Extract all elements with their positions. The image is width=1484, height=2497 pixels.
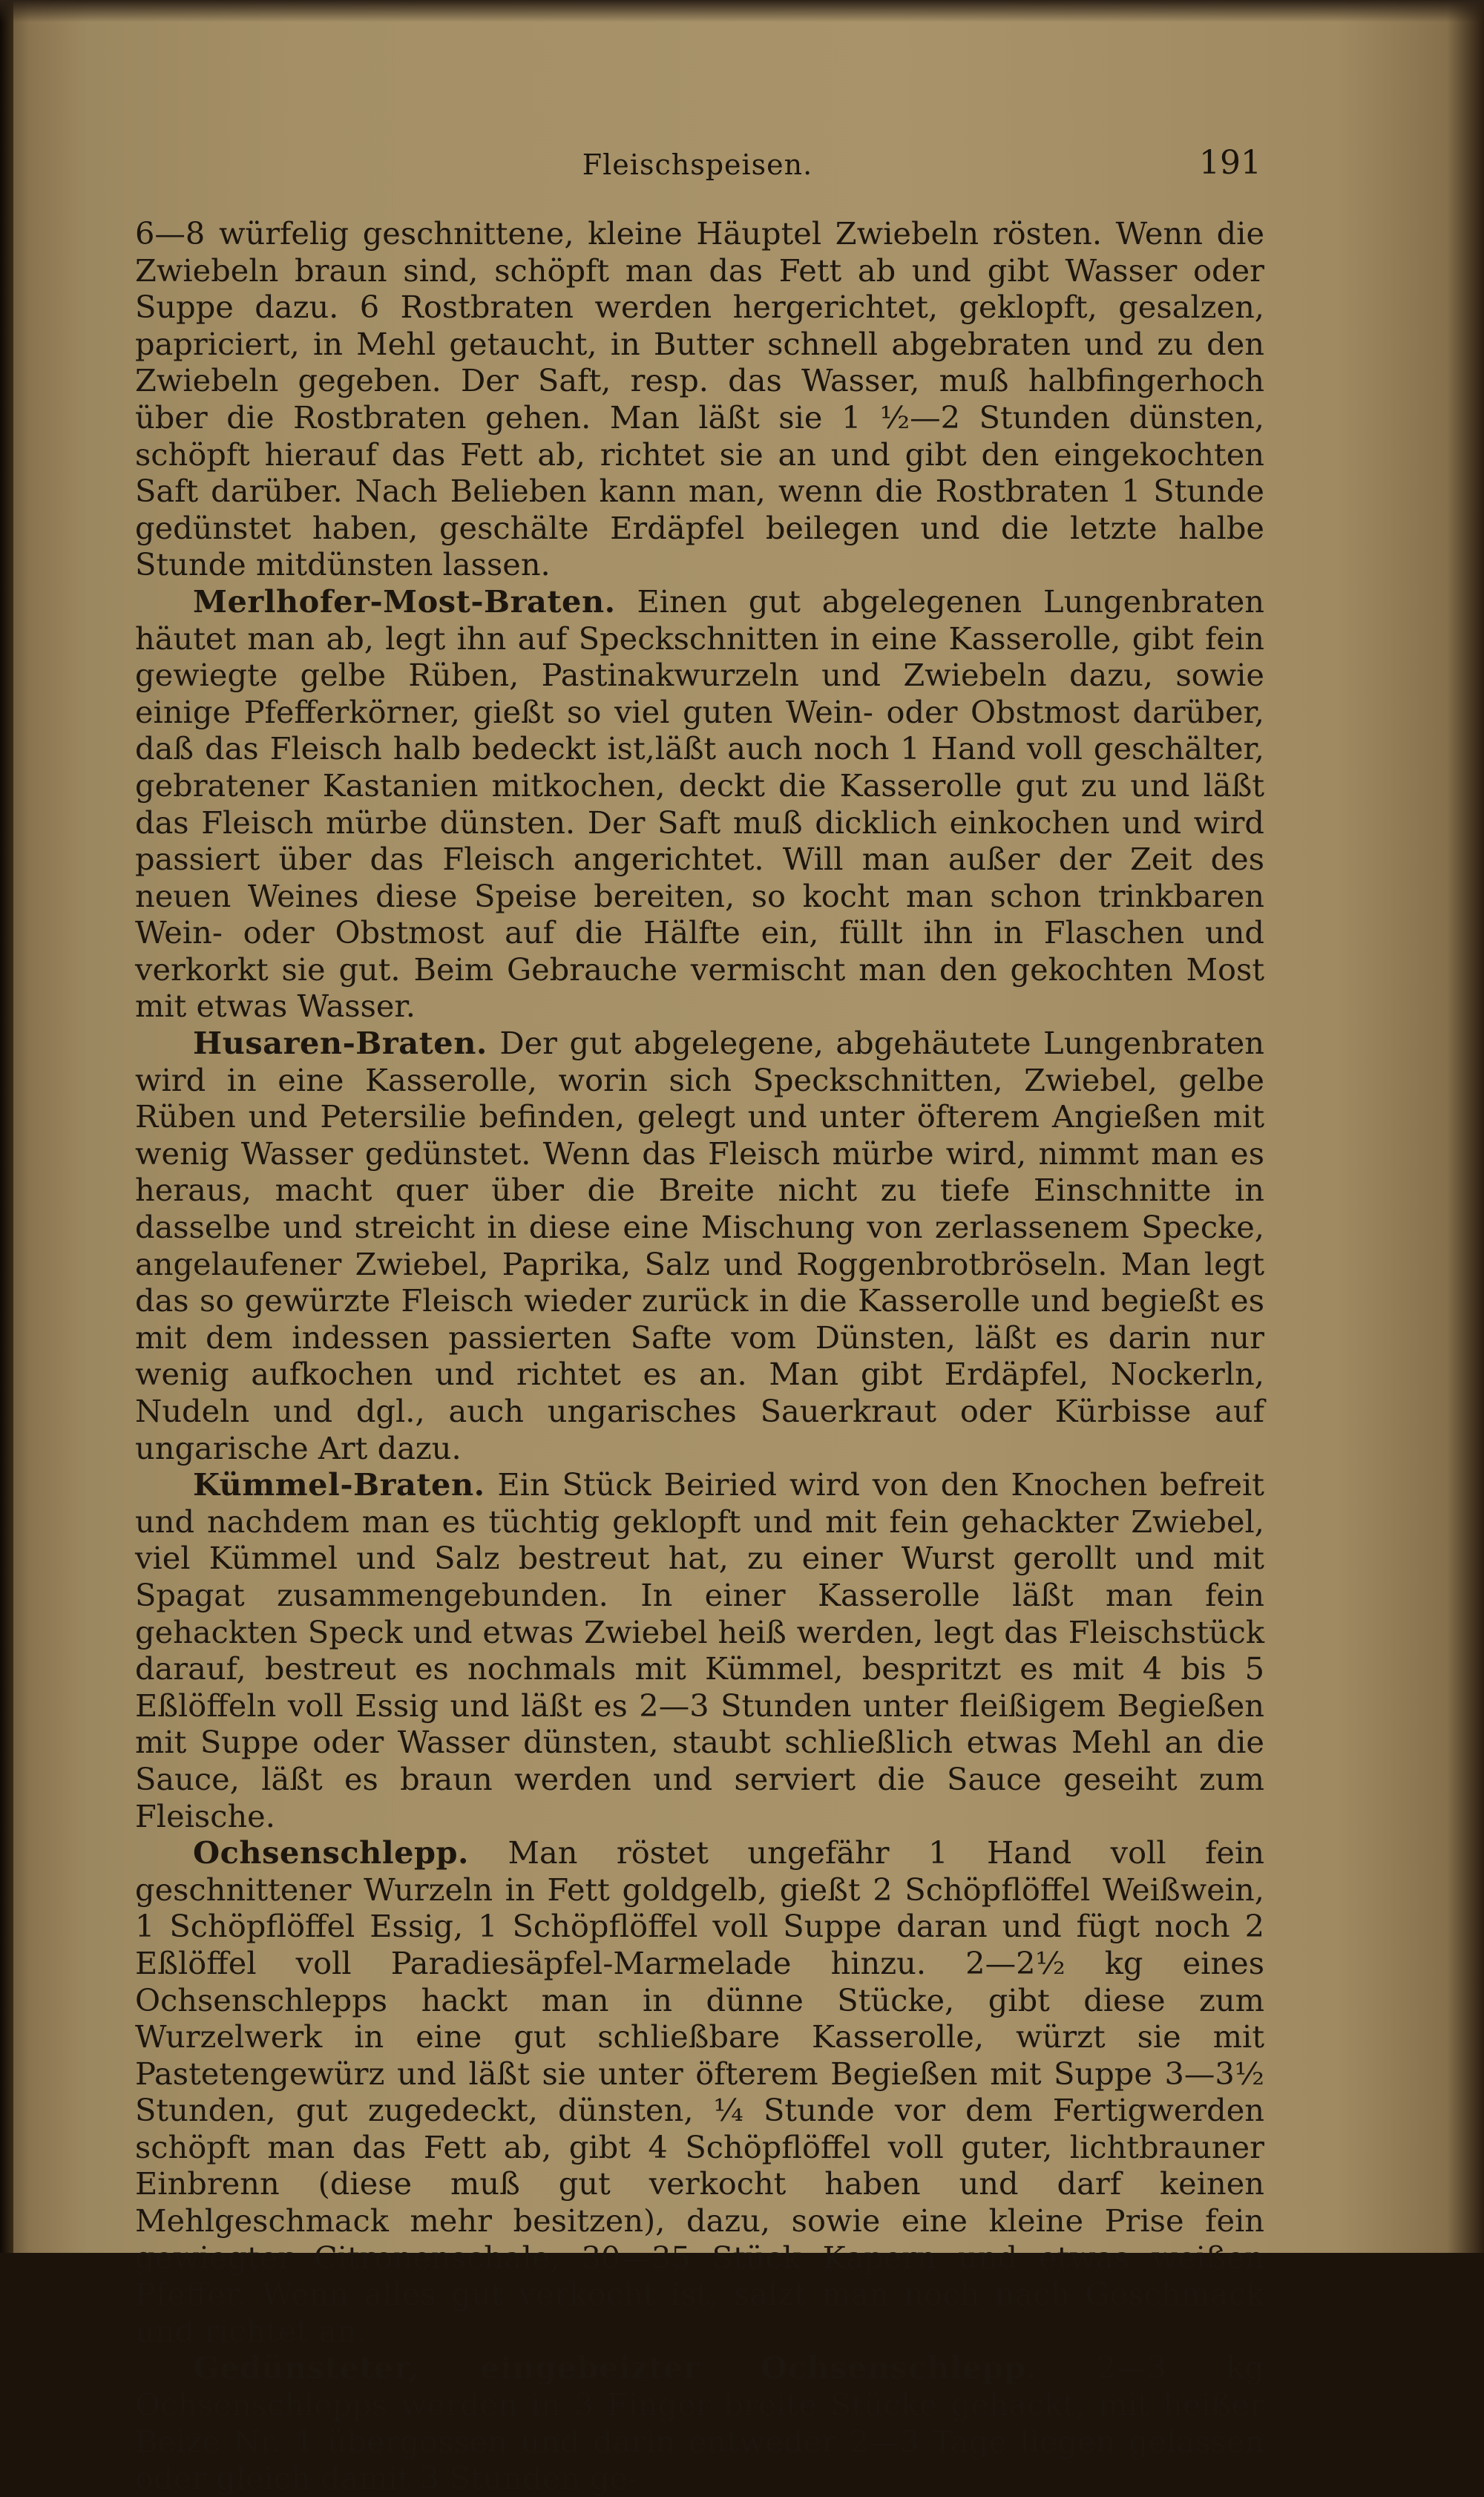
recipe-kuemmel-braten	[135, 1466, 1264, 1834]
recipe-text: 2—3 kg Ochsenschlepps werden in 3 Finger breite Stücke gehackt, mit heißer Beize Nr. 1 übergossen und darin entweder 2—3 Tage liegen gelassen oder gleich damit 3 Stunden ge-	[135, 2349, 1264, 2497]
recipe-text: Der gut abgelegene, abgehäutete Lungenbraten wird in eine Kasserolle, worin sich Speckschnitten, Zwiebel, gelbe Rüben und Petersilie befinden, gelegt und unter öfterem Angießen mit wenig Wasser gedünstet. Wenn das Fleisch mürbe wird, nimmt man es heraus, macht quer über die Breite nicht zu tiefe Einschnitte in dasselbe und streicht in diese eine Mischung von zerlassenem Specke, angelaufener Zwiebel, Paprika, Salz und Roggenbrotbröseln. Man legt das so gewürzte Fleisch wieder zurück in die Kasserolle und begießt es mit dem indessen passierten Safte vom Dünsten, läßt es darin nur wenig aufkochen und richtet es an. Man gibt Erdäpfel, Nockerln, Nudeln und dgl., auch ungarisches Sauerkraut oder Kürbisse auf ungarische Art dazu.	[135, 1025, 1264, 1466]
recipe-text: Man röstet ungefähr 1 Hand voll fein geschnittener Wurzeln in Fett goldgelb, gießt 2 Schöpflöffel Weißwein, 1 Schöpflöffel Essig, 1 Schöpflöffel voll Suppe daran und fügt noch 2 Eßlöffel voll Paradiesäpfel-Marmelade hinzu. 2—2½ kg eines Ochsenschlepps hackt man in dünne Stücke, gibt diese zum Wurzelwerk in eine gut schließbare Kasserolle, würzt sie mit Pastetengewürz und läßt sie unter öfterem Begießen mit Suppe 3—3½ Stunden, gut zugedeckt, dünsten, ¼ Stunde vor dem Fertigwerden schöpft man das Fett ab, gibt 4 Schöpflöffel voll guter, lichtbrauner Einbrenn (diese muß gut verkocht haben und darf keinen Mehlgeschmack mehr besitzen), dazu, sowie eine kleine Prise fein gewiegter Citronenschale, 30—35 Stück Kapern und etwas weißen Pfeffer. Wenn alles gut verkocht ist, salzt man noch nach Geschmack und richtet an.	[135, 1834, 1264, 2349]
page-number: 191	[1199, 144, 1261, 182]
recipe-ochsenschlepp	[135, 1834, 1264, 2349]
running-head: Fleischspeisen.	[582, 148, 813, 181]
body-text	[135, 215, 1264, 2497]
page-top-shadow	[0, 0, 1484, 22]
recipe-title: Gedünsteter, eingebeizter Ochsenschlepp.	[193, 2349, 1037, 2386]
recipe-title: Merlhofer-Most-Braten.	[193, 583, 616, 620]
book-binding-edge	[0, 0, 13, 2253]
recipe-title: Husaren-Braten.	[193, 1025, 487, 1062]
paragraph-rostbraten-continued: 6—8 würfelig geschnittene, kleine Häuptel Zwiebeln rösten. Wenn die Zwiebeln braun sind, schöpft man das Fett ab und gibt Wasser oder Suppe dazu. 6 Rostbraten werden hergerichtet, geklopft, gesalzen, papriciert, in Mehl getaucht, in Butter schnell abgebraten und zu den Zwiebeln gegeben. Der Saft, resp. das Wasser, muß halbfingerhoch über die Rostbraten gehen. Man läßt sie 1 ½—2 Stunden dünsten, schöpft hierauf das Fett ab, richtet sie an und gibt den eingekochten Saft darüber. Nach Belieben kann man, wenn die Rostbraten 1 Stunde gedünstet haben, geschälte Erdäpfel beilegen und die letzte halbe Stunde mitdünsten lassen.	[135, 215, 1264, 583]
recipe-husaren-braten	[135, 1025, 1264, 1466]
recipe-text: Ein Stück Beiried wird von den Knochen befreit und nachdem man es tüchtig geklopft und mit fein gehackter Zwiebel, viel Kümmel und Salz bestreut hat, zu einer Wurst gerollt und mit Spagat zusammengebunden. In einer Kasserolle läßt man fein gehackten Speck und etwas Zwiebel heiß werden, legt das Fleischstück darauf, bestreut es nochmals mit Kümmel, bespritzt es mit 4 bis 5 Eßlöffeln voll Essig und läßt es 2—3 Stunden unter fleißigem Begießen mit Suppe oder Wasser dünsten, staubt schließlich etwas Mehl an die Sauce, läßt es braun werden und serviert die Sauce geseiht zum Fleische.	[135, 1466, 1264, 1834]
recipe-title: Ochsenschlepp.	[193, 1834, 469, 1871]
recipe-eingebeizter-ochsenschlepp	[135, 2349, 1264, 2496]
page-header	[134, 144, 1261, 193]
recipe-text: Einen gut abgelegenen Lungenbraten häutet man ab, legt ihn auf Speckschnitten in eine Kasserolle, gibt fein gewiegte gelbe Rüben, Pastinakwurzeln und Zwiebeln dazu, sowie einige Pfefferkörner, gießt so viel guten Wein- oder Obstmost darüber, daß das Fleisch halb bedeckt ist,läßt auch noch 1 Hand voll geschälter, gebratener Kastanien mitkochen, deckt die Kasserolle gut zu und läßt das Fleisch mürbe dünsten. Der Saft muß dicklich einkochen und wird passiert über das Fleisch angerichtet. Will man außer der Zeit des neuen Weines diese Speise bereiten, so kocht man schon trinkbaren Wein- oder Obstmost auf die Hälfte ein, füllt ihn in Flaschen und verkorkt sie gut. Beim Gebrauche vermischt man den gekochten Most mit etwas Wasser.	[135, 583, 1264, 1025]
recipe-title: Kümmel-Braten.	[193, 1466, 485, 1503]
recipe-merlhofer-most-braten	[135, 583, 1264, 1025]
